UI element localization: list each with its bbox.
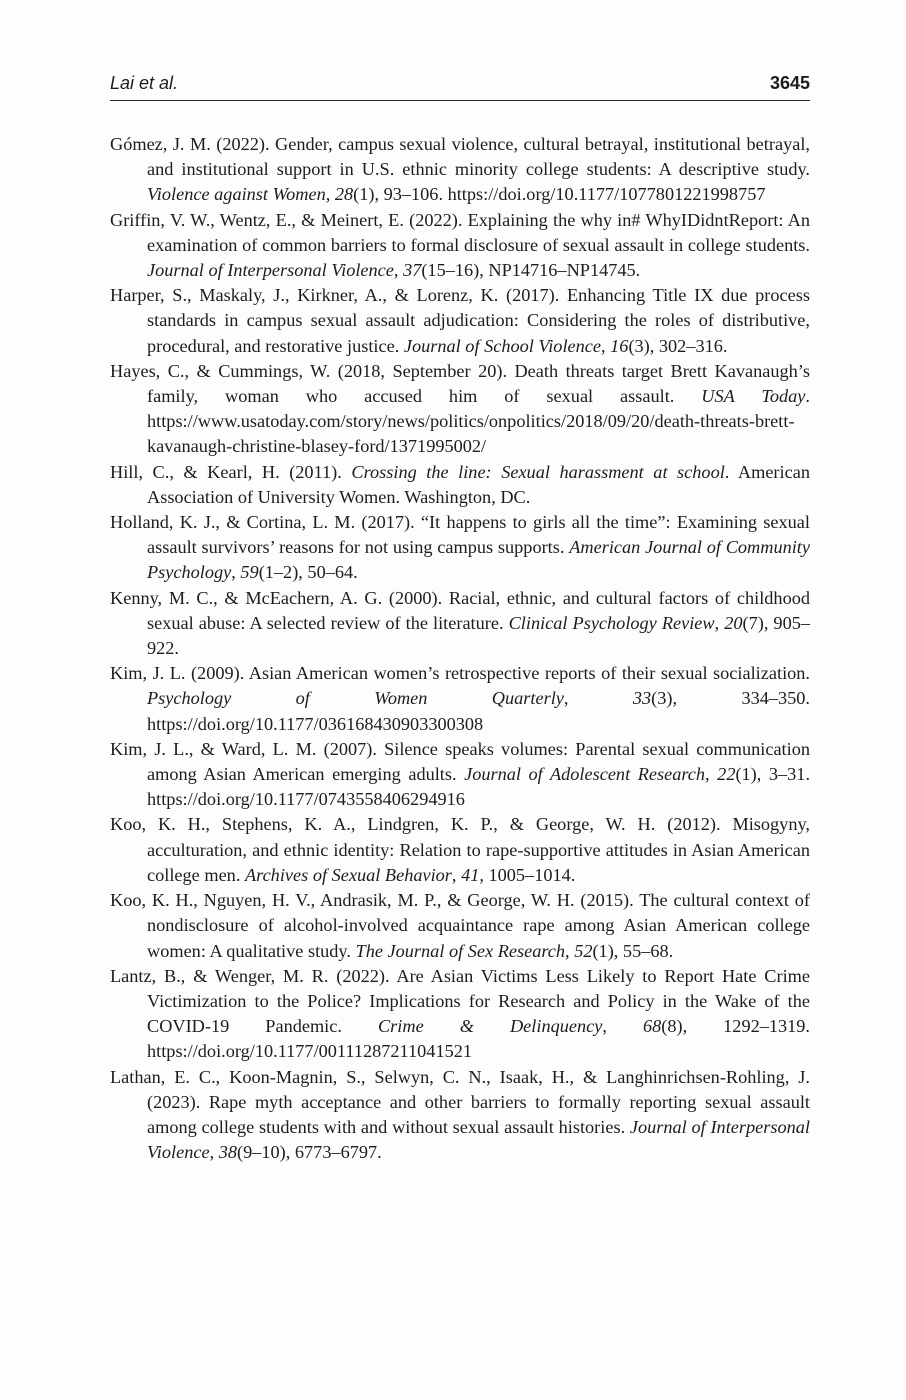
reference-text-segment: (1), 93–106. https://doi.org/10.1177/1077801221998757 [353, 184, 766, 205]
reference-text-segment: Griffin, V. W., Wentz, E., & Meinert, E. (2022). Explaining the why in# WhyIDidntReport: An examination of common barriers to formal disclosure of sexual assault in college students. [110, 209, 810, 255]
reference-entry [110, 964, 810, 1065]
reference-italic-segment: 52 [574, 940, 593, 961]
reference-text-segment: (3), 334–350. https://doi.org/10.1177/036168430903300308 [147, 688, 811, 734]
reference-text-segment: (9–10), 6773–6797. [237, 1142, 382, 1163]
reference-italic-segment: 59 [240, 562, 259, 583]
reference-text-segment: , [451, 864, 462, 885]
reference-entry [110, 586, 810, 662]
page-number: 3645 [769, 73, 810, 93]
reference-text-segment: Gómez, J. M. (2022). Gender, campus sexual violence, cultural betrayal, institutional betrayal, and institutional support in U.S. ethnic minority college students: A descriptive study. [110, 134, 810, 180]
reference-list [110, 132, 810, 1165]
reference-text-segment: . American Association of University Women. Washington, DC. [147, 461, 810, 507]
reference-entry [110, 812, 810, 888]
reference-italic-segment: 28 [334, 184, 354, 205]
reference-text-segment: Lathan, E. C., Koon-Magnin, S., Selwyn, C. N., Isaak, H., & Langhinrichsen-Rohling, J. (2023). Rape myth acceptance and other barriers to formally reporting sexual assault among college students with and without sexual assault histories. [110, 1066, 810, 1137]
reference-italic-segment: Journal of Interpersonal Violence [147, 260, 394, 281]
reference-italic-segment: Archives of Sexual Behavior [244, 864, 452, 885]
reference-text-segment: Koo, K. H., Stephens, K. A., Lindgren, K. P., & George, W. H. (2012). Misogyny, acculturation, and ethnic identity: Relation to rape-supportive attitudes in Asian American college men. [110, 814, 810, 885]
reference-text-segment: Lantz, B., & Wenger, M. R. (2022). Are Asian Victims Less Likely to Report Hate Crime Victimization to the Police? Implications for Research and Policy in the Wake of the COVID-19 Pandemic. [110, 965, 810, 1037]
reference-entry [110, 359, 810, 460]
reference-italic-segment: The Journal of Sex Research [355, 940, 566, 961]
reference-entry [110, 460, 810, 510]
reference-entry [110, 661, 810, 737]
reference-italic-segment: Psychology of Women Quarterly [147, 688, 564, 709]
reference-italic-segment: Crime & Delinquency [377, 1016, 603, 1037]
reference-text-segment: (3), 302–316. [628, 335, 728, 356]
reference-text-segment: , [231, 562, 241, 583]
reference-text-segment: (15–16), NP14716–NP14745. [421, 260, 641, 281]
reference-entry [110, 132, 810, 208]
reference-italic-segment: 20 [724, 612, 743, 633]
reference-italic-segment: American Journal of Community Psychology [147, 537, 810, 583]
reference-text-segment: , [602, 1016, 643, 1037]
reference-italic-segment: Journal of Interpersonal Violence [147, 1116, 810, 1163]
reference-text-segment: Koo, K. H., Nguyen, H. V., Andrasik, M. P., & George, W. H. (2015). The cultural context of nondisclosure of alcohol-involved acquaintance rape among Asian American college women: A qualitative study. [110, 890, 810, 961]
reference-entry [110, 888, 810, 964]
reference-text-segment: (7), 905–922. [147, 612, 810, 659]
reference-text-segment: (8), 1292–1319. https://doi.org/10.1177/00111287211041521 [147, 1016, 811, 1062]
reference-text-segment: , [563, 688, 633, 709]
reference-text-segment: Kim, J. L. (2009). Asian American women’s retrospective reports of their sexual socialization. [110, 663, 810, 684]
reference-text-segment: , [393, 260, 404, 281]
reference-italic-segment: 38 [218, 1142, 238, 1163]
reference-italic-segment: 16 [610, 335, 629, 356]
reference-text-segment: Hill, C., & Kearl, H. (2011). [110, 461, 352, 482]
reference-entry [110, 1065, 810, 1166]
reference-text-segment: , [714, 612, 725, 633]
reference-text-segment: Harper, S., Maskaly, J., Kirkner, A., & Lorenz, K. (2017). Enhancing Title IX due process standards in campus sexual assault adjudication: Considering the roles of distributive, procedural, and restorative justice. [110, 285, 810, 356]
reference-italic-segment: USA Today [701, 386, 806, 407]
reference-text-segment: Kenny, M. C., & McEachern, A. G. (2000). Racial, ethnic, and cultural factors of childhood sexual abuse: A selected review of the literature. [110, 587, 810, 633]
reference-text-segment: , [705, 764, 718, 785]
reference-text-segment: Holland, K. J., & Cortina, L. M. (2017). “It happens to girls all the time”: Examining sexual assault survivors’ reasons for not using campus supports. [110, 512, 810, 558]
reference-italic-segment: Crossing the line: Sexual harassment at school [351, 461, 725, 482]
reference-text-segment: , 1005–1014. [479, 864, 576, 885]
reference-italic-segment: Journal of Adolescent Research [464, 764, 706, 785]
reference-italic-segment: Journal of School Violence [403, 335, 602, 356]
reference-italic-segment: Violence against Women [147, 184, 326, 205]
reference-italic-segment: 22 [717, 764, 736, 785]
reference-italic-segment: 41 [461, 864, 480, 885]
reference-italic-segment: Clinical Psychology Review [508, 612, 715, 633]
reference-entry [110, 737, 810, 813]
reference-text-segment: (1–2), 50–64. [258, 562, 358, 583]
reference-text-segment: , [209, 1142, 219, 1163]
running-head-author: Lai et al. [110, 73, 179, 93]
reference-italic-segment: 68 [642, 1016, 662, 1037]
reference-text-segment: , [325, 184, 335, 205]
reference-text-segment: Kim, J. L., & Ward, L. M. (2007). Silence speaks volumes: Parental sexual communication among Asian American emerging adults. [110, 738, 810, 785]
reference-text-segment: . https://www.usatoday.com/story/news/politics/onpolitics/2018/09/20/death-threats-brett-kavanaugh-christine-blasey-ford/1371995002/ [147, 386, 810, 457]
reference-text-segment: (1), 55–68. [592, 940, 674, 961]
reference-italic-segment: 37 [403, 260, 422, 281]
reference-entry [110, 208, 810, 284]
reference-text-segment: , [601, 335, 611, 356]
reference-text-segment: , [565, 940, 575, 961]
reference-text-segment: Hayes, C., & Cummings, W. (2018, September 20). Death threats target Brett Kavanaugh’s family, woman who accused him of sexual assault. [110, 360, 810, 407]
running-header [110, 70, 810, 101]
reference-italic-segment: 33 [632, 688, 652, 709]
reference-text-segment: (1), 3–31. https://doi.org/10.1177/0743558406294916 [147, 764, 811, 810]
reference-entry [110, 283, 810, 359]
reference-entry [110, 510, 810, 586]
